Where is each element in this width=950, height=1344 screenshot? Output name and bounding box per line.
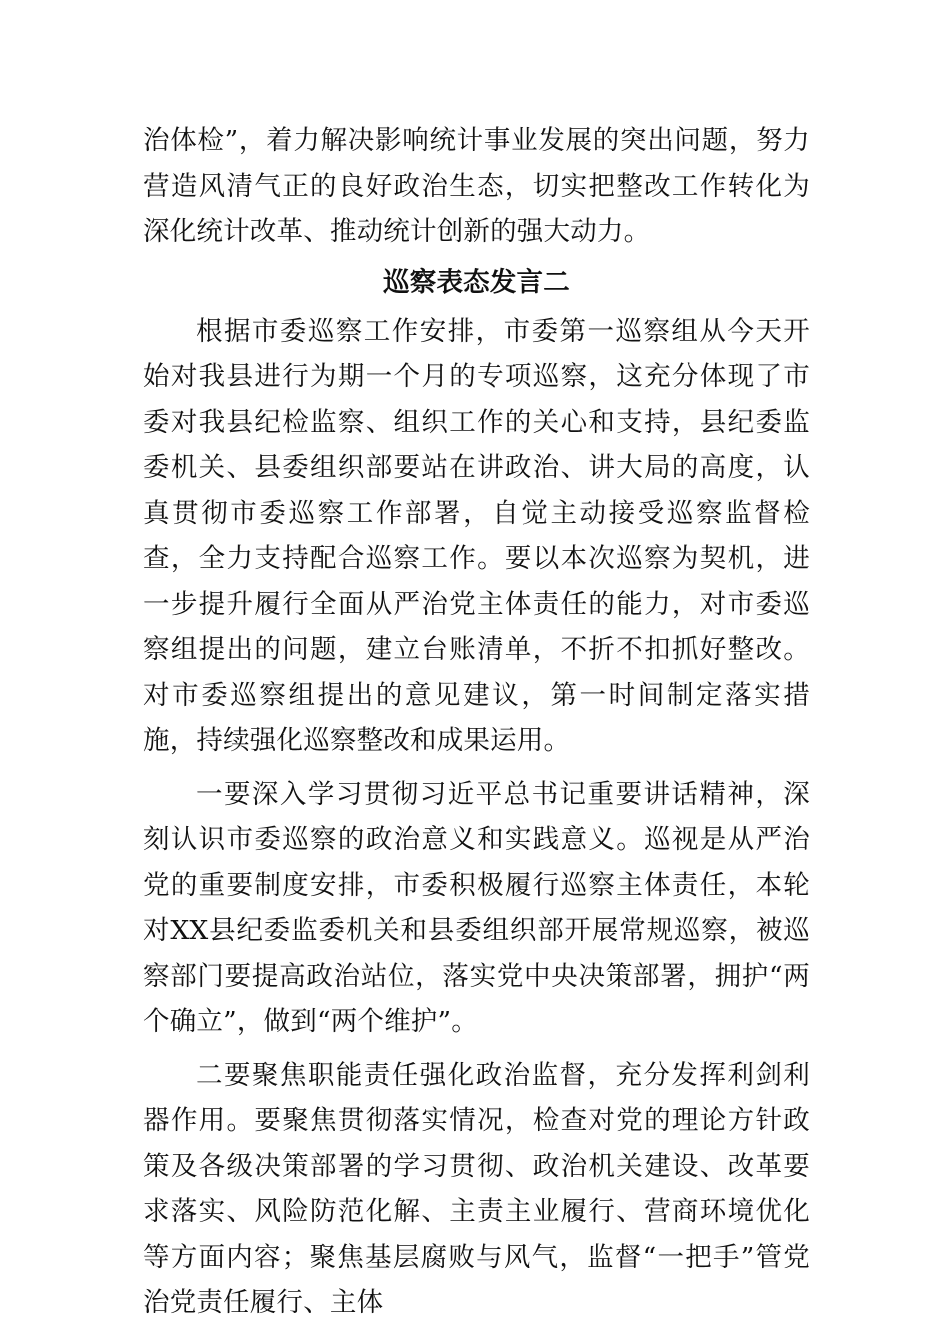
paragraph-point-two: 二要聚焦职能责任强化政治监督，充分发挥利剑利器作用。要聚焦贯彻落实情况，检查对党的理论方针政策及各级决策部署的学习贯彻、政治机关建设、改革要求落实、风险防范化解、主责主业履行、营商环境优化等方面内容；聚焦基层腐败与风气，监督“一把手”管党治党责任履行、主体 [143, 1059, 810, 1318]
section-heading: 巡察表态发言二 [383, 266, 570, 298]
document-page [143, 118, 810, 1326]
paragraph-point-one: 一要深入学习贯彻习近平总书记重要讲话精神，深刻认识市委巡察的政治意义和实践意义。巡视是从严治党的重要制度安排，市委积极履行巡察主体责任，本轮对XX县纪委监委机关和县委组织部开展常规巡察，被巡察部门要提高政治站位，落实党中央决策部署，拥护“两个确立”，做到“两个维护”。 [143, 778, 810, 1037]
paragraph-continuation: 治体检”，着力解决影响统计事业发展的突出问题，努力营造风清气正的良好政治生态，切实把整改工作转化为深化统计改革、推动统计创新的强大动力。 [143, 125, 810, 247]
paragraph-intro: 根据市委巡察工作安排，市委第一巡察组从今天开始对我县进行为期一个月的专项巡察，这充分体现了市委对我县纪检监察、组织工作的关心和支持，县纪委监委机关、县委组织部要站在讲政治、讲大局的高度，认真贯彻市委巡察工作部署，自觉主动接受巡察监督检查，全力支持配合巡察工作。要以本次巡察为契机，进一步提升履行全面从严治党主体责任的能力，对市委巡察组提出的问题，建立台账清单，不折不扣抓好整改。对市委巡察组提出的意见建议，第一时间制定落实措施，持续强化巡察整改和成果运用。 [143, 315, 810, 756]
